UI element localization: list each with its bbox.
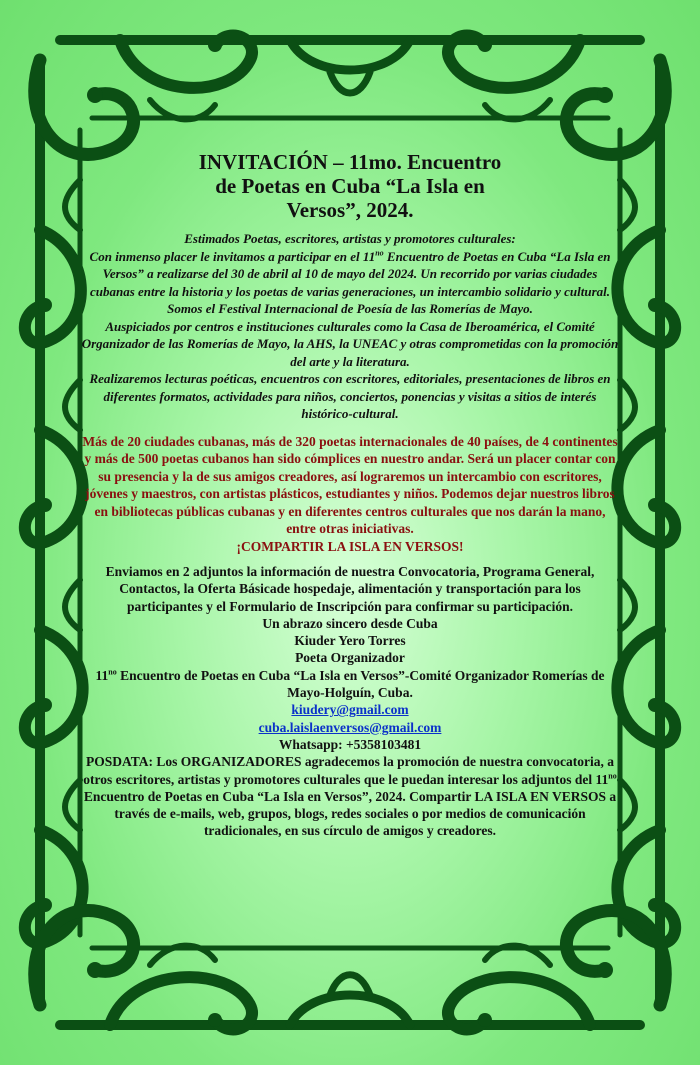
email-link-1[interactable]: kiudery@gmail.com	[291, 702, 409, 718]
intro-p1-rest: Encuentro de Poetas en Cuba “La Isla en Versos” a realizarse del 30 de abril al 10 de mayo del 2024. Un recorrido por varias ciudades cubanas entre la historia y los poetas de varias generaciones, un intercambio solidario y cultural.	[89, 248, 611, 299]
intro-p1-sup: no	[375, 248, 384, 258]
intro-paragraph-1	[80, 248, 620, 301]
postdata-text	[80, 753, 620, 839]
organizer-role: Poeta Organizador	[295, 650, 405, 666]
intro-section	[80, 230, 620, 423]
intro-p1-text: Con inmenso placer le invitamos a participar en el 11	[89, 248, 376, 264]
title-line-2: de Poetas en Cuba “La Isla en	[215, 174, 485, 198]
closing-section	[80, 563, 620, 840]
intro-paragraph-2: Somos el Festival Internacional de Poesía de las Romerías de Mayo.	[167, 301, 533, 316]
intro-paragraph-3: Auspiciados por centros e instituciones culturales como la Casa de Iberoamérica, el Comité Organizador de las Romerías de Mayo, la AHS, la UNEAC y otras comprometidas con la promoción del arte y la literatura.	[81, 318, 619, 369]
invitation-content	[80, 150, 620, 840]
highlight-text: Más de 20 ciudades cubanas, más de 320 poetas internacionales de 40 países, de 4 continentes y más de 500 poetas cubanos han sido cómplices en nuestro andar. Será un placer contar con su presencia y la de sus amigos creadores, así lograremos un intercambio con escritores, jóvenes y maestros, con artistas plásticos, estudiantes y niños. Podemos dejar nuestros libros en bibliotecas públicas cubanas y en diferentes centros culturales que nos darán la mano, entre otras iniciativas.	[82, 433, 618, 536]
postdata-sup: no	[608, 771, 617, 781]
organizer-name: Kiuder Yero Torres	[294, 633, 406, 649]
title-line-3: Versos”, 2024.	[286, 198, 414, 222]
email-1-line	[80, 701, 620, 718]
email-2-line	[80, 719, 620, 736]
organization-text	[80, 667, 620, 702]
whatsapp-text: Whatsapp: +5358103481	[278, 736, 422, 752]
invitation-title	[160, 150, 540, 222]
org-number: 11	[95, 667, 109, 683]
org-rest: Encuentro de Poetas en Cuba “La Isla en Versos”-Comité Organizador Romerías de Mayo-Holguín, Cuba.	[116, 667, 605, 701]
intro-paragraph-4: Realizaremos lecturas poéticas, encuentros con escritores, editoriales, presentaciones de libros en diferentes formatos, actividades para niños, conciertos, ponencias y visitas a sitios de interés histórico-cultural.	[89, 371, 611, 421]
attachments-text: Enviamos en 2 adjuntos la información de nuestra Convocatoria, Programa General, Contactos, la Oferta Básicade hospedaje, alimentación y transportación para los participantes y el Formulario de Inscripción para confirmar su participación.	[105, 564, 595, 614]
email-link-2[interactable]: cuba.laislaenversos@gmail.com	[258, 719, 442, 735]
postdata-part-2: Encuentro de Poetas en Cuba “La Isla en Versos”, 2024. Compartir LA ISLA EN VERSOS a través de e-mails, web, grupos, blogs, redes sociales o por medios de comunicación tradicionales, en sus círculo de amigos y creadores.	[83, 788, 617, 839]
embrace-text: Un abrazo sincero desde Cuba	[262, 615, 438, 631]
postdata-part-1: POSDATA: Los ORGANIZADORES agradecemos la promoción de nuestra convocatoria, a otros escritores, artistas y promotores culturales que le puedan interesar los adjuntos del 11	[83, 754, 614, 787]
org-sup: no	[108, 667, 117, 677]
slogan: ¡COMPARTIR LA ISLA EN VERSOS!	[236, 538, 464, 554]
title-line-1: INVITACIÓN – 11mo. Encuentro	[198, 150, 502, 174]
highlight-section	[80, 433, 620, 556]
greeting: Estimados Poetas, escritores, artistas y promotores culturales:	[184, 231, 516, 246]
